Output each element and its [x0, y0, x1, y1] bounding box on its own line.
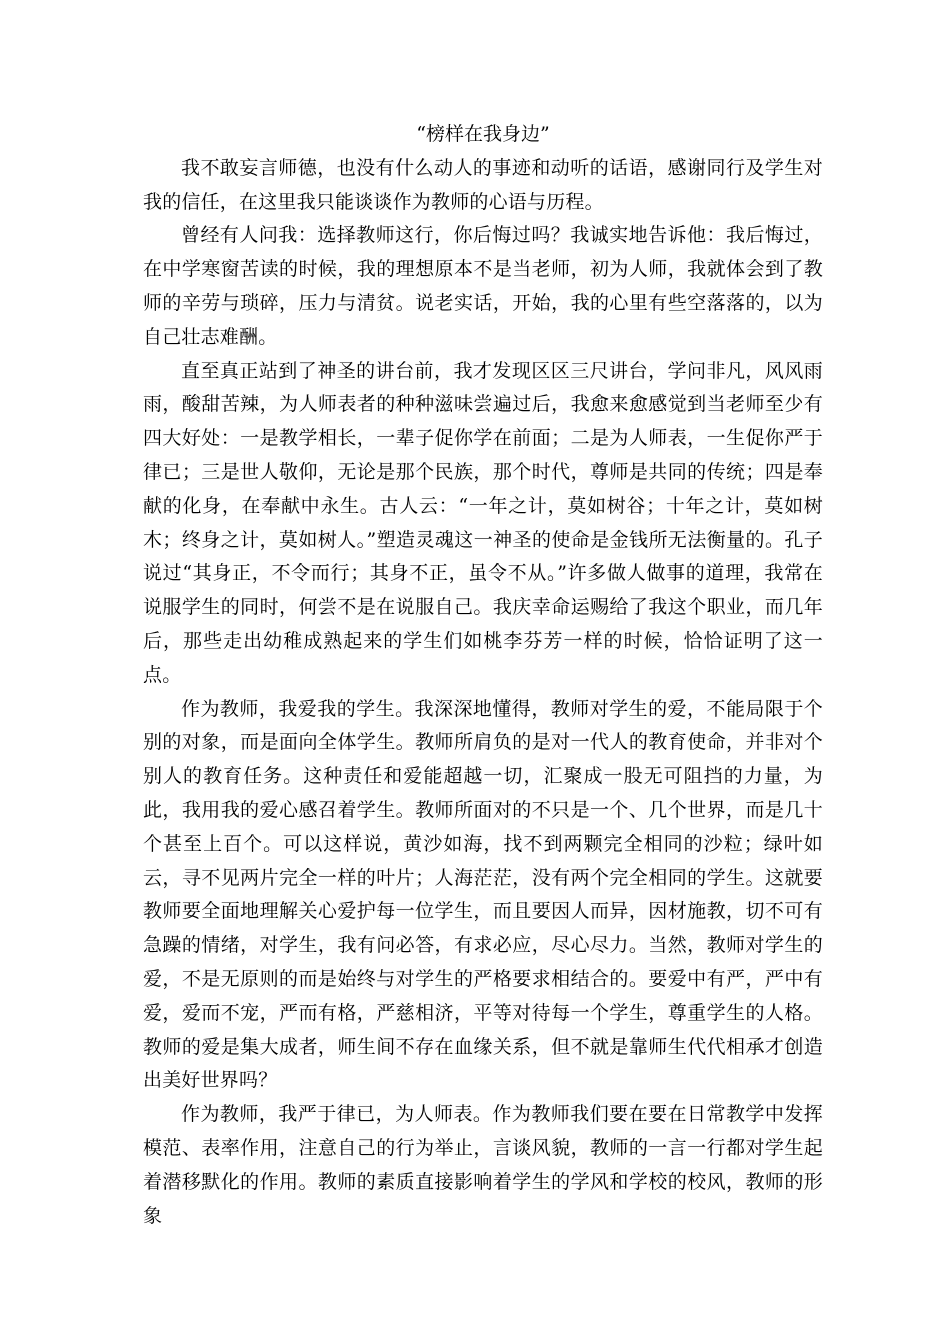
document-title: “榜样在我身边” [416, 123, 550, 145]
paragraph-4: 作为教师，我爱我的学生。我深深地懂得，教师对学生的爱，不能局限于个别的对象，而是面向全体学生。教师所肩负的是对一代人的教育使命，并非对个别人的教育任务。这种责任和爱能超越一切，汇聚成一股无可阻挡的力量，为此，我用我的爱心感召着学生。教师所面对的不只是一个、几个世界，而是几十个甚至上百个。可以这样说，黄沙如海，找不到两颗完全相同的沙粒；绿叶如云，寻不见两片完全一样的叶片；人海茫茫，没有两个完全相同的学生。这就要教师要全面地理解关心爱护每一位学生，而且要因人而异，因材施教，切不可有急躁的情绪，对学生，我有问必答，有求必应，尽心尽力。当然，教师对学生的爱，不是无原则的而是始终与对学生的严格要求相结合的。要爱中有严，严中有爱，爱而不宠，严而有格，严慈相济，平等对待每一个学生，尊重学生的人格。教师的爱是集大成者，师生间不存在血缘关系，但不就是靠师生代代相承才创造出美好世界吗？ [143, 697, 823, 1092]
paragraph-1: 我不敢妄言师德，也没有什么动人的事迹和动听的话语，感谢同行及学生对我的信任，在这里我只能谈谈作为教师的心语与历程。 [143, 156, 823, 213]
document-body [143, 118, 823, 1233]
paragraph-3: 直至真正站到了神圣的讲台前，我才发现区区三尺讲台，学问非凡，风风雨雨，酸甜苦辣，为人师表者的种种滋味尝遍过后，我愈来愈感觉到当老师至少有四大好处：一是教学相长，一辈子促你学在前面；二是为人师表，一生促你严于律已；三是世人敬仰，无论是那个民族，那个时代，尊师是共同的传统；四是奉献的化身，在奉献中永生。古人云：“一年之计，莫如树谷；十年之计，莫如树木；终身之计，莫如树人。”塑造灵魂这一神圣的使命是金钱所无法衡量的。孔子说过“其身正，不令而行；其身不正，虽令不从。”许多做人做事的道理，我常在说服学生的同时，何尝不是在说服自己。我庆幸命运赐给了我这个职业，而几年后，那些走出幼稚成熟起来的学生们如桃李芬芳一样的时候，恰恰证明了这一点。 [143, 359, 823, 686]
paragraph-2: 曾经有人问我：选择教师这行，你后悔过吗？我诚实地告诉他：我后悔过，在中学寒窗苦读的时候，我的理想原本不是当老师，初为人师，我就体会到了教师的辛劳与琐碎，压力与清贫。说老实话，开始，我的心里有些空落落的，以为自己壮志难酬。 [143, 224, 823, 348]
paragraph-5: 作为教师，我严于律已，为人师表。作为教师我们要在要在日常教学中发挥模范、表率作用，注意自己的行为举止，言谈风貌，教师的一言一行都对学生起着潜移默化的作用。教师的素质直接影响着学生的学风和学校的校风，教师的形象 [143, 1103, 823, 1227]
